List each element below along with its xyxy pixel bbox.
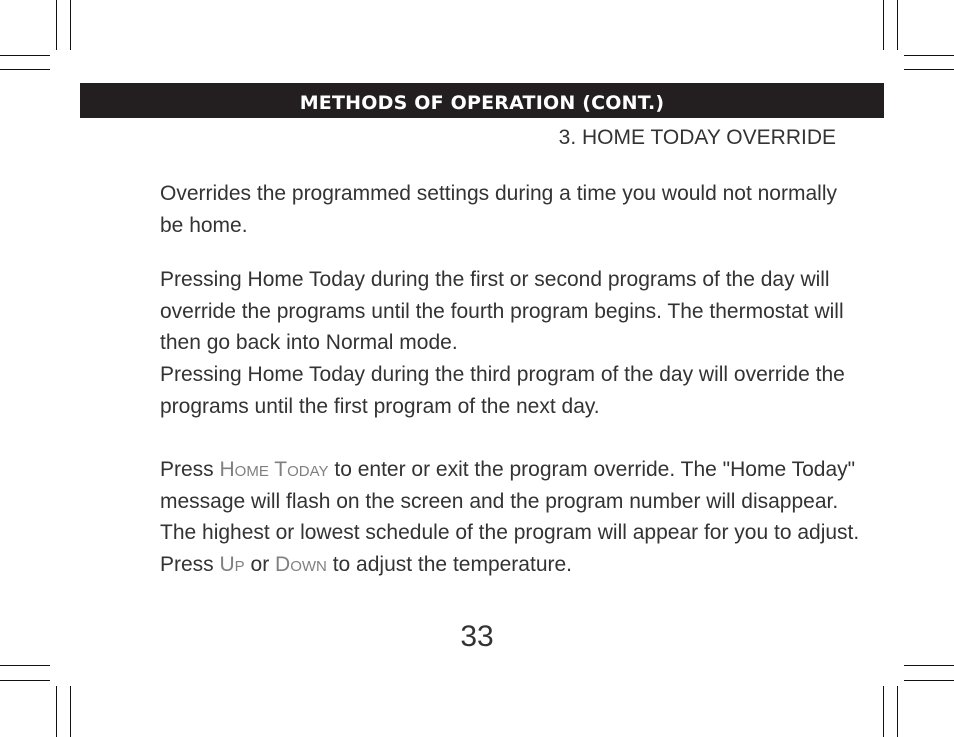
crop-mark	[897, 686, 898, 737]
crop-mark	[883, 0, 884, 50]
text-segment: Press	[160, 458, 220, 481]
header-bar	[80, 83, 884, 118]
crop-mark	[0, 680, 50, 681]
crop-mark	[897, 0, 898, 50]
crop-mark	[70, 0, 71, 50]
paragraph-third-program: Pressing Home Today during the third program of the day will override the programs until the first program of the next day.	[160, 363, 845, 418]
page-number: 33	[460, 620, 494, 653]
paragraph-instructions	[160, 454, 860, 580]
crop-mark	[904, 69, 954, 70]
text-segment: to adjust the temperature.	[326, 552, 572, 576]
up-key-label: Up	[219, 552, 245, 576]
crop-mark	[883, 686, 884, 737]
crop-mark	[0, 69, 50, 70]
section-heading: 3. HOME TODAY OVERRIDE	[558, 126, 836, 149]
paragraph-intro: Overrides the programmed settings during a time you would not normally be home.	[160, 182, 837, 237]
text-segment: or	[244, 552, 276, 576]
paragraph-first-second-programs: Pressing Home Today during the first or second programs of the day will override the programs until the fourth program begins. The thermostat will then go back into Normal mode.	[160, 268, 844, 354]
crop-mark	[70, 686, 71, 737]
crop-mark	[904, 665, 954, 666]
text-segment: to enter or exit the program override. The "Home Today" message will flash on the screen and the program number will disappear. The highest or lowest schedule of the program will appear for you to adjust. Press	[160, 458, 860, 576]
crop-mark	[0, 55, 50, 56]
page-title: METHODS OF OPERATION (CONT.)	[299, 91, 665, 114]
down-key-label: Down	[275, 552, 327, 576]
crop-mark	[56, 0, 57, 50]
crop-mark	[904, 680, 954, 681]
home-today-key-label: Home Today	[219, 458, 329, 481]
crop-mark	[904, 55, 954, 56]
crop-mark	[0, 665, 50, 666]
crop-mark	[56, 686, 57, 737]
